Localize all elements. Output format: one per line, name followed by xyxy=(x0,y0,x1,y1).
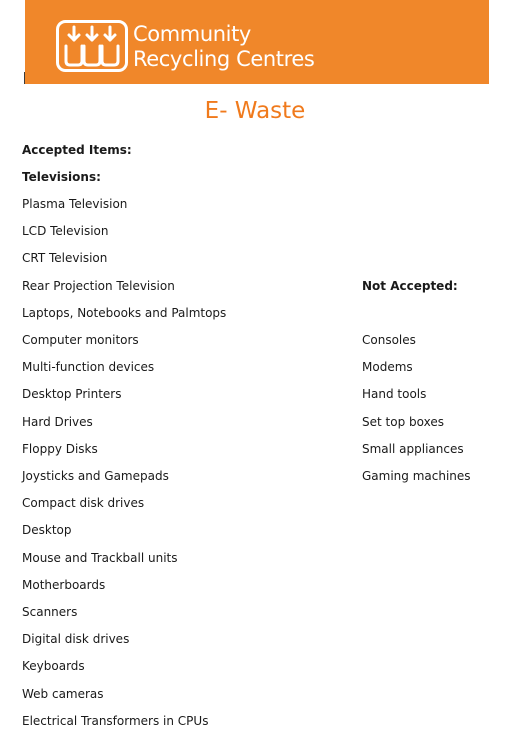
list-item: Plasma Television xyxy=(22,197,128,211)
list-item: Web cameras xyxy=(22,686,104,701)
list-item: Set top boxes xyxy=(362,414,444,429)
list-item: Hand tools xyxy=(362,387,427,402)
list-item: Rear Projection Television xyxy=(22,278,175,293)
list-item: Computer monitors xyxy=(22,333,139,347)
list-item: Small appliances xyxy=(362,441,464,456)
list-item: LCD Television xyxy=(22,224,109,239)
list-item: Multi-function devices xyxy=(22,360,155,375)
list-item: Desktop xyxy=(22,523,72,538)
list-item: Compact disk drives xyxy=(22,496,145,511)
logo-text-line1: Community xyxy=(133,22,251,46)
list-item: Modems xyxy=(362,360,413,375)
accepted-heading: Accepted Items: xyxy=(22,143,132,157)
list-item: Gaming machines xyxy=(362,469,471,483)
page-title: E- Waste xyxy=(204,98,306,124)
list-item: Digital disk drives xyxy=(22,632,130,647)
list-item: Hard Drives xyxy=(22,414,93,429)
list-item: CRT Television xyxy=(22,251,108,266)
list-item: Laptops, Notebooks and Palmtops xyxy=(22,305,227,320)
page-edge-mark xyxy=(24,72,25,84)
recycling-bins-icon xyxy=(56,20,128,72)
logo-wordmark xyxy=(133,22,314,72)
list-item: Keyboards xyxy=(22,659,85,674)
list-item: Motherboards xyxy=(22,577,106,592)
list-item: Joysticks and Gamepads xyxy=(22,469,169,483)
list-item: Scanners xyxy=(22,605,78,619)
list-item: Consoles xyxy=(362,333,416,347)
televisions-subheading: Televisions: xyxy=(22,170,101,184)
logo-text-line2: Recycling Centres xyxy=(133,47,315,71)
list-item: Mouse and Trackball units xyxy=(22,550,178,565)
list-item: Desktop Printers xyxy=(22,387,122,402)
list-item: Electrical Transformers in CPUs xyxy=(22,713,209,728)
not-accepted-heading: Not Accepted: xyxy=(362,279,458,293)
list-item: Floppy Disks xyxy=(22,441,98,456)
